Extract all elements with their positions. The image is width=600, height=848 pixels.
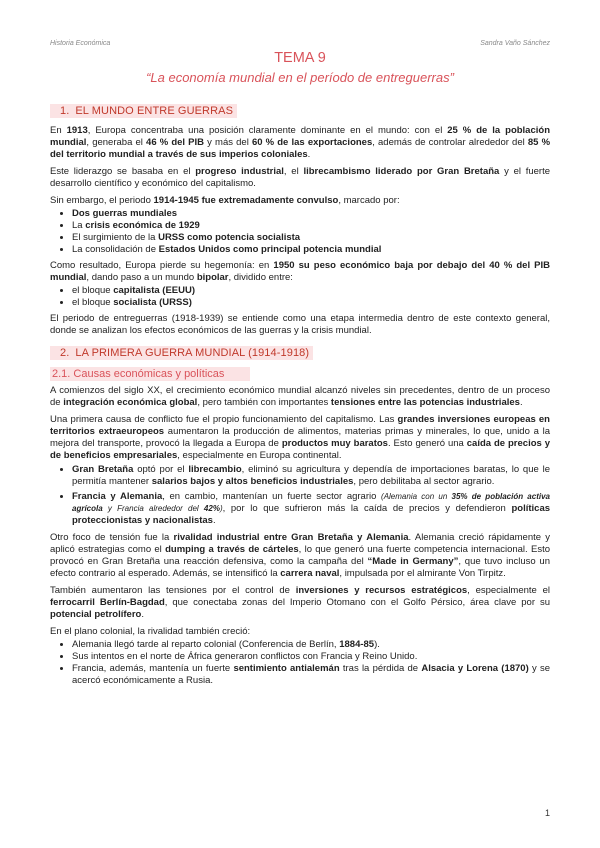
bullet-list (50, 208, 550, 256)
list-item: • La crisis económica de 1929 (72, 220, 550, 232)
paragraph: A comienzos del siglo XX, el crecimiento económico mundial alcanzó niveles sin precedentes, dentro de un proceso de integración económica global, pero también con importantes tensiones entre las potencias industriales. (50, 385, 550, 408)
paragraph: El periodo de entreguerras (1918-1939) se entiende como una etapa intermedia dentro de este contexto general, donde se analizan los efectos económicos de las guerras y la crisis mundial. (50, 313, 550, 336)
list-item: • el bloque capitalista (EEUU) (72, 285, 550, 297)
paragraph: Como resultado, Europa pierde su hegemonía: en 1950 su peso económico baja por debajo del 40 % del PIB mundial, dando paso a un mundo bipolar, dividido entre: (50, 260, 550, 283)
section-2-heading: 2. LA PRIMERA GUERRA MUNDIAL (1914-1918) (50, 346, 313, 360)
page-subtitle: “La economía mundial en el período de entreguerras” (146, 70, 454, 85)
subsection-heading: 2.1. Causas económicas y políticas (50, 367, 250, 381)
paragraph: Sin embargo, el periodo 1914-1945 fue extremadamente convulso, marcado por: (50, 195, 400, 206)
list-item: • Gran Bretaña optó por el librecambio, eliminó su agricultura y dependía de importaciones baratas, lo que le permitía mantener salarios bajos y altos beneficios industriales, pero debilitaba al sector agrario. (72, 464, 550, 488)
paragraph: También aumentaron las tensiones por el control de inversiones y recursos estratégicos, especialmente el ferrocarril Berlín-Bagdad, que conectaba zonas del Imperio Otomano con el Golfo Pérsico, área clave por su potencial petrolífero. (50, 585, 550, 620)
list-item: • Dos guerras mundiales (72, 208, 550, 220)
paragraph: En 1913, Europa concentraba una posición claramente dominante en el mundo: con el 25 % de la población mundial, generaba el 46 % del PIB y más del 60 % de las exportaciones, además de controlar alrededor del 85 % del territorio mundial a través de sus imperios coloniales. (50, 125, 551, 160)
list-item: • Alemania llegó tarde al reparto colonial (Conferencia de Berlín, 1884-85). (72, 639, 550, 651)
page-title: TEMA 9 (274, 50, 326, 66)
list-item: • Francia, además, mantenía un fuerte sentimiento antialemán tras la pérdida de Alsacia y Lorena (1870) y se acercó económicamente a Rusia. (72, 663, 550, 687)
bullet-list (50, 464, 550, 527)
document-body (50, 104, 550, 692)
paragraph: Este liderazgo se basaba en el progreso industrial, el librecambismo liderado por Gran Bretaña y el fuerte desarrollo científico y económico del capitalismo. (50, 166, 551, 189)
bullet-list (50, 285, 550, 309)
list-item: • El surgimiento de la URSS como potencia socialista (72, 232, 550, 244)
page-number: 1 (544, 808, 550, 818)
list-item: • el bloque socialista (URSS) (72, 297, 550, 309)
paragraph: En el plano colonial, la rivalidad también creció: (50, 626, 251, 637)
list-item: • Sus intentos en el norte de África generaron conflictos con Francia y Reino Unido. (72, 651, 550, 663)
list-item: • Francia y Alemania, en cambio, mantenían un fuerte sector agrario (Alemania con un 35% de población activa agrícola y Francia alrededor del 42%), por lo que sufrieron más la caída de precios y defendieron políticas proteccionistas y nacionalistas. (72, 491, 550, 527)
header-author: Sandra Vaño Sánchez (480, 40, 550, 47)
paragraph: Otro foco de tensión fue la rivalidad industrial entre Gran Bretaña y Alemania. Alemania creció rápidamente y aplicó estrategias como el dumping a través de cárteles, lo que generó una fuerte competencia internacional. Esto provocó en Gran Bretaña una reacción defensiva, como la campaña del “Made in Germany”, que tuvo incluso un efecto contrario al esperado. Además, se intensificó la carrera naval, impulsada por el almirante Von Tirpitz. (50, 532, 550, 579)
paragraph: Una primera causa de conflicto fue el propio funcionamiento del capitalismo. Las grandes inversiones europeas en territorios extraeuropeos aumentaron la producción de alimentos, materias primas y minerales, lo que, unido a la mejora del transporte, provocó la llegada a Europa de productos muy baratos. Esto generó una caída de precios y de beneficios empresariales, especialmente en Europa continental. (50, 414, 551, 461)
section-1-heading: 1. EL MUNDO ENTRE GUERRAS (50, 104, 237, 118)
header-subject: Historia Económica (50, 40, 111, 47)
list-item: • La consolidación de Estados Unidos como principal potencia mundial (72, 244, 550, 256)
bullet-list (50, 639, 550, 687)
